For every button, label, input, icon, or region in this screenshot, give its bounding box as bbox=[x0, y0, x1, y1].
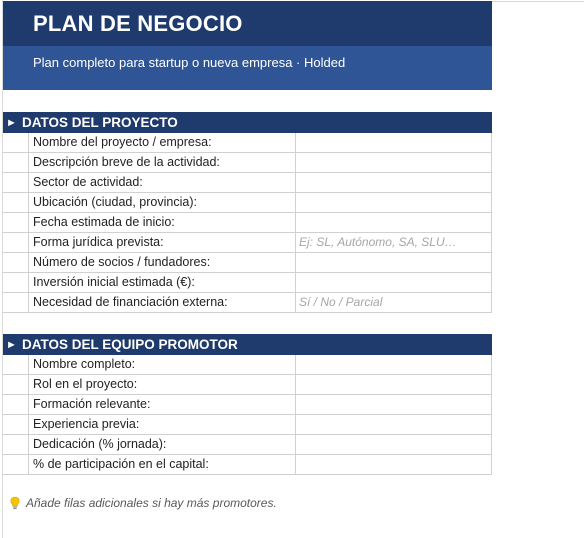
row-margin-cell[interactable] bbox=[3, 415, 29, 434]
field-label[interactable]: Fecha estimada de inicio: bbox=[29, 213, 296, 232]
top-rule bbox=[492, 1, 584, 2]
page-title: PLAN DE NEGOCIO bbox=[33, 11, 243, 36]
field-value[interactable]: Ej: SL, Autónomo, SA, SLU… bbox=[296, 233, 492, 252]
field-label[interactable]: Experiencia previa: bbox=[29, 415, 296, 434]
table-row bbox=[3, 293, 492, 313]
field-label[interactable]: Forma jurídica prevista: bbox=[29, 233, 296, 252]
row-margin-cell[interactable] bbox=[3, 455, 29, 474]
table-row bbox=[3, 455, 492, 475]
section-header-project bbox=[3, 112, 492, 133]
table-row bbox=[3, 153, 492, 173]
field-label[interactable]: Nombre del proyecto / empresa: bbox=[29, 133, 296, 152]
row-margin-cell[interactable] bbox=[3, 273, 29, 292]
field-label[interactable]: Descripción breve de la actividad: bbox=[29, 153, 296, 172]
field-value[interactable] bbox=[296, 213, 492, 232]
row-margin-cell[interactable] bbox=[3, 133, 29, 152]
field-label[interactable]: Nombre completo: bbox=[29, 355, 296, 374]
triangle-right-icon: ► bbox=[6, 338, 17, 351]
table-row bbox=[3, 375, 492, 395]
field-label[interactable]: Rol en el proyecto: bbox=[29, 375, 296, 394]
field-value[interactable] bbox=[296, 273, 492, 292]
field-label[interactable]: % de participación en el capital: bbox=[29, 455, 296, 474]
field-value[interactable] bbox=[296, 455, 492, 474]
row-margin-cell[interactable] bbox=[3, 355, 29, 374]
field-value[interactable] bbox=[296, 193, 492, 212]
section-title: DATOS DEL EQUIPO PROMOTOR bbox=[22, 337, 238, 352]
row-margin-cell[interactable] bbox=[3, 435, 29, 454]
page-subtitle: Plan completo para startup o nueva empresa · Holded bbox=[33, 55, 346, 70]
table-row bbox=[3, 173, 492, 193]
field-label[interactable]: Sector de actividad: bbox=[29, 173, 296, 192]
row-margin-cell[interactable] bbox=[3, 153, 29, 172]
row-margin-cell[interactable] bbox=[3, 293, 29, 312]
field-value[interactable] bbox=[296, 173, 492, 192]
field-label[interactable]: Formación relevante: bbox=[29, 395, 296, 414]
table-row bbox=[3, 253, 492, 273]
field-value[interactable] bbox=[296, 253, 492, 272]
triangle-right-icon: ► bbox=[6, 116, 17, 129]
field-label[interactable]: Ubicación (ciudad, provincia): bbox=[29, 193, 296, 212]
table-row bbox=[3, 193, 492, 213]
field-value[interactable] bbox=[296, 375, 492, 394]
field-value[interactable] bbox=[296, 395, 492, 414]
field-value[interactable] bbox=[296, 415, 492, 434]
table-row bbox=[3, 213, 492, 233]
table-row bbox=[3, 435, 492, 455]
field-value[interactable] bbox=[296, 435, 492, 454]
table-row bbox=[3, 273, 492, 293]
row-margin-cell[interactable] bbox=[3, 213, 29, 232]
row-margin-cell[interactable] bbox=[3, 395, 29, 414]
table-row bbox=[3, 233, 492, 253]
row-margin-cell[interactable] bbox=[3, 375, 29, 394]
row-margin-cell[interactable] bbox=[3, 193, 29, 212]
field-label[interactable]: Dedicación (% jornada): bbox=[29, 435, 296, 454]
lightbulb-icon bbox=[9, 496, 21, 510]
section-team bbox=[3, 334, 492, 475]
field-value[interactable] bbox=[296, 355, 492, 374]
row-margin-cell[interactable] bbox=[3, 173, 29, 192]
section-header-team bbox=[3, 334, 492, 355]
section-title: DATOS DEL PROYECTO bbox=[22, 115, 178, 130]
table-row bbox=[3, 355, 492, 375]
table-row bbox=[3, 133, 492, 153]
field-label[interactable]: Necesidad de financiación externa: bbox=[29, 293, 296, 312]
table-row bbox=[3, 415, 492, 435]
field-value[interactable]: Sí / No / Parcial bbox=[296, 293, 492, 312]
row-margin-cell[interactable] bbox=[3, 233, 29, 252]
field-value[interactable] bbox=[296, 153, 492, 172]
row-margin-cell[interactable] bbox=[3, 253, 29, 272]
section-project bbox=[3, 112, 492, 313]
table-row bbox=[3, 395, 492, 415]
field-value[interactable] bbox=[296, 133, 492, 152]
title-banner bbox=[3, 1, 492, 90]
note-text: Añade filas adicionales si hay más promotores. bbox=[26, 496, 277, 510]
field-label[interactable]: Número de socios / fundadores: bbox=[29, 253, 296, 272]
field-label[interactable]: Inversión inicial estimada (€): bbox=[29, 273, 296, 292]
note bbox=[9, 496, 277, 510]
